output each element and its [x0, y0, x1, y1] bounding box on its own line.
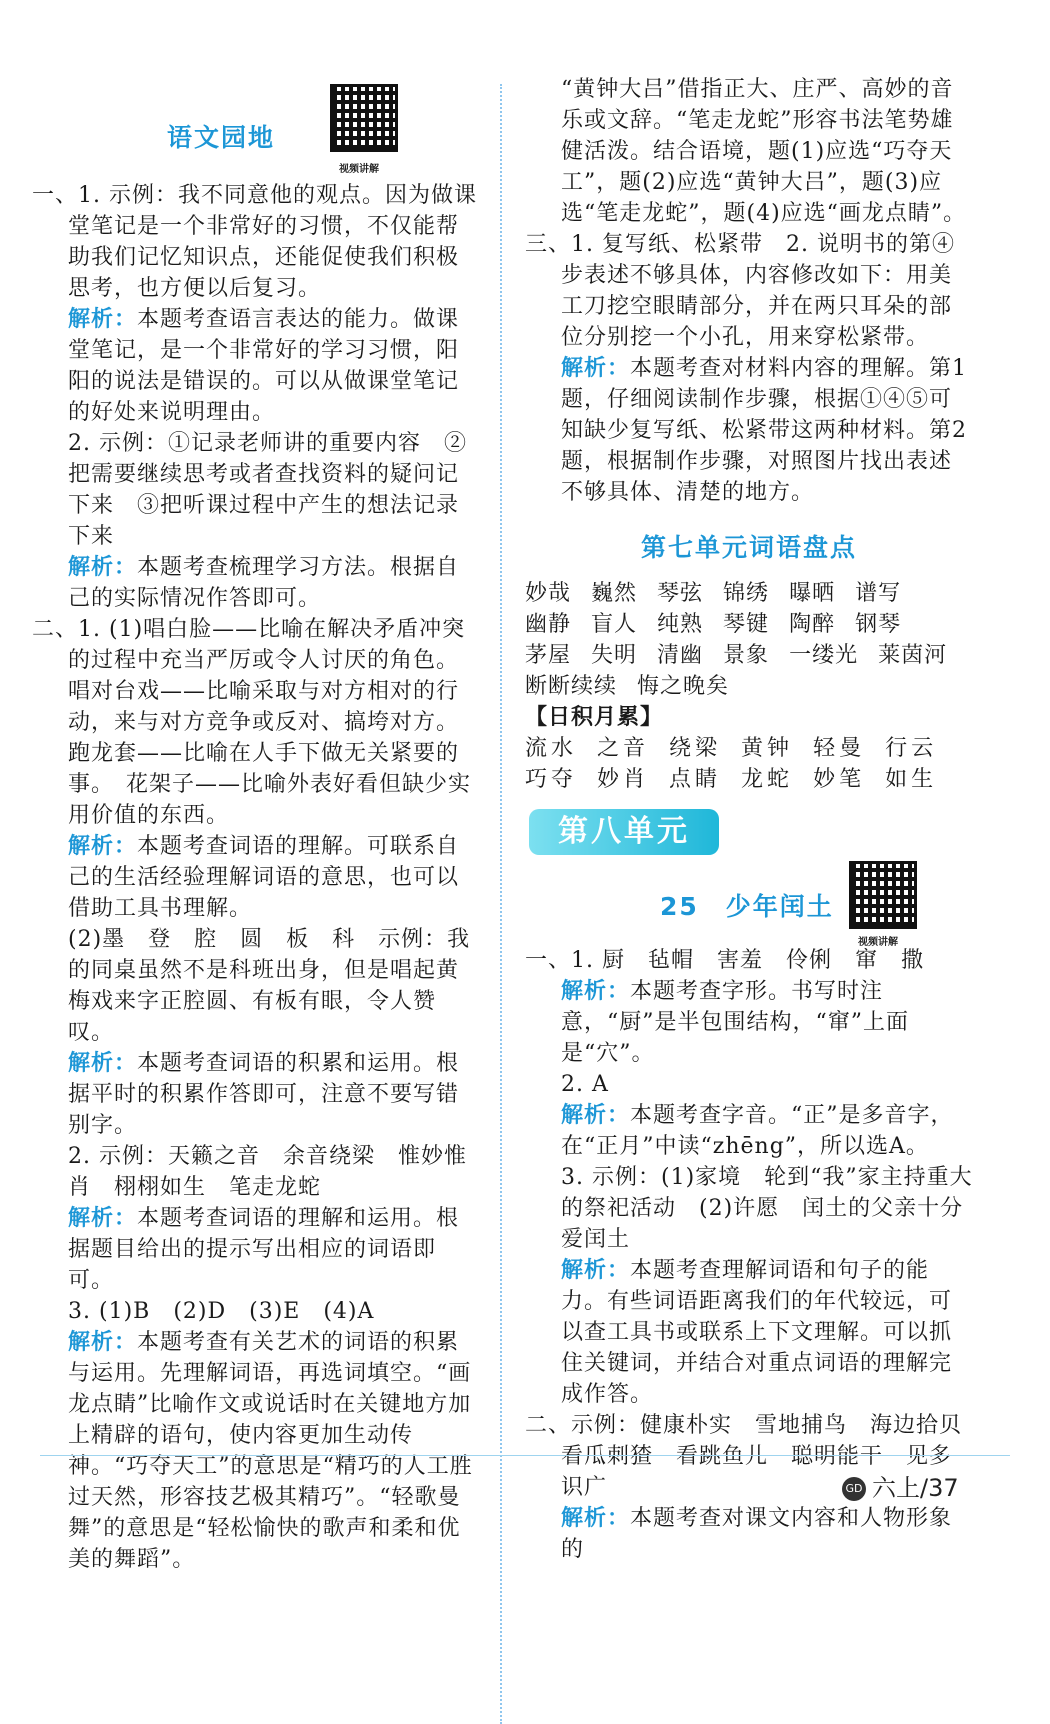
- answer-line: (2)墨 登 腔 圆 板 科 示例：我的同桌虽然不是科班出身，但是唱起黄梅戏来字正腔圆、有板有眼，令人赞叹。: [68, 927, 471, 1045]
- analysis: 解析：本题考查语言表达的能力。做课堂笔记，是一个非常好的学习习惯，阳阳的说法是错误的。可以从做课堂笔记的好处来说明理由。: [68, 306, 460, 425]
- analysis: 解析：本题考查字形。书写时注意，“厨”是半包围结构，“窜”上面是“穴”。: [561, 978, 909, 1066]
- page-number: [842, 1468, 959, 1503]
- footer-rule: [40, 1455, 1010, 1456]
- answer-line: 一、1. 厨 毡帽 害羞 伶俐 窜 撒: [525, 948, 924, 973]
- analysis: 解析：本题考查字音。“正”是多音字，在“正月”中读“zhēng”，所以选A。: [561, 1102, 954, 1159]
- edition-badge: GD: [842, 1477, 866, 1501]
- analysis-continued: “黄钟大吕”借指正大、庄严、高妙的音乐或文辞。“笔走龙蛇”形容书法笔势雄健活泼。结合语境，题(1)应选“巧夺天工”，题(2)应选“黄钟大吕”，题(3)应选“笔走龙蛇”，题(4)应选“画龙点睛”。: [561, 77, 967, 226]
- answer-line: 二、示例：健康朴实 雪地捕鸟 海边拾贝 看瓜刺猹 看跳鱼儿 聪明能干 见多识广: [525, 1413, 986, 1500]
- answer-line: 3. 示例：(1)家境 轮到“我”家主持重大的祭祀活动 (2)许愿 闰土的父亲十分爱闰土: [561, 1165, 973, 1252]
- column-divider: [500, 84, 502, 1724]
- right-column: [525, 74, 986, 1565]
- answer-line: 一、1. 示例：我不同意他的观点。因为做课堂笔记是一个非常好的习惯，不仅能帮助我们记忆知识点，还能促使我们积极思考，也方便以后复习。: [32, 183, 477, 301]
- analysis: 解析：本题考查对课文内容和人物形象的: [561, 1505, 953, 1562]
- answer-line: 二、1. (1)唱白脸——比喻在解决矛盾冲突的过程中充当严厉或令人讨厌的角色。: [32, 617, 466, 673]
- answer-line: 2. A: [561, 1072, 609, 1097]
- left-column: [32, 84, 480, 1575]
- qr-caption: 视频讲解: [339, 164, 379, 175]
- lesson-header: [525, 855, 973, 948]
- unit8-banner: 第八单元: [529, 809, 719, 855]
- section-title: 语文园地: [167, 123, 276, 152]
- qr-code-icon[interactable]: [330, 84, 398, 152]
- answer-line: 跑龙套——比喻在人手下做无关紧要的事。 花架子——比喻外表好看但缺少实用价值的东西。: [68, 741, 472, 828]
- answer-line: 三、1. 复写纸、松紧带 2. 说明书的第④步表述不够具体，内容修改如下：用美工刀挖空眼睛部分，并在两只耳朵的部位分别挖一个小孔，用来穿松紧带。: [525, 232, 955, 350]
- accumulation-word-list: 流水 之音 绕梁 黄钟 轻曼 行云 巧夺 妙肖 点睛 龙蛇 妙笔 如生: [525, 736, 938, 792]
- answer-line: 3. (1)B (2)D (3)E (4)A: [68, 1299, 375, 1324]
- answer-line: 2. 示例：天籁之音 余音绕梁 惟妙惟肖 栩栩如生 笔走龙蛇: [68, 1144, 467, 1200]
- qr-caption: 视频讲解: [858, 937, 898, 948]
- section-header-yuwen: [32, 84, 480, 180]
- analysis: 解析：本题考查有关艺术的词语的积累与运用。先理解词语，再选词填空。“画龙点睛”比喻作文或说话时在关键地方加上精辟的语句，使内容更加生动传神。“巧夺天工”的意思是“精巧的人工胜过天然，形容技艺极其精巧”。“轻歌曼舞”的意思是“轻松愉快的歌声和柔和优美的舞蹈”。: [68, 1329, 473, 1572]
- analysis: 解析：本题考查词语的积累和运用。根据平时的积累作答即可，注意不要写错别字。: [68, 1050, 460, 1138]
- answer-line: 唱对台戏——比喻采取与对方相对的行动，来与对方竞争或反对、搞垮对方。: [68, 679, 460, 735]
- page-label: 六上/37: [872, 1474, 959, 1502]
- analysis: 解析：本题考查对材料内容的理解。第1题，仔细阅读制作步骤，根据①④⑤可知缺少复写纸、松紧带这两种材料。第2题，根据制作步骤，对照图片找出表述不够具体、清楚的地方。: [561, 355, 968, 505]
- analysis: 解析：本题考查词语的理解和运用。根据题目给出的提示写出相应的词语即可。: [68, 1205, 460, 1293]
- lesson-title: 25 少年闰土: [660, 892, 834, 921]
- answer-line: 2. 示例：①记录老师讲的重要内容 ②把需要继续思考或者查找资料的疑问记下来 ③把听课过程中产生的想法记录下来: [68, 431, 467, 549]
- qr-code-icon[interactable]: [849, 861, 917, 929]
- analysis: 解析：本题考查词语的理解。可联系自己的生活经验理解词语的意思，也可以借助工具书理解。: [68, 833, 460, 921]
- analysis: 解析：本题考查梳理学习方法。根据自己的实际情况作答即可。: [68, 554, 460, 611]
- unit7-title: 第七单元词语盘点: [640, 533, 857, 562]
- accumulation-label: 【日积月累】: [525, 704, 664, 730]
- unit7-word-list: 妙哉 巍然 琴弦 锦绣 曝晒 谱写幽静 盲人 纯熟 琴键 陶醉 钢琴茅屋 失明 清幽 景象 一缕光 莱茵河断断续续 悔之晚矣: [525, 581, 948, 699]
- analysis: 解析：本题考查理解词语和句子的能力。有些词语距离我们的年代较远，可以查工具书或联系上下文理解。可以抓住关键词，并结合对重点词语的理解完成作答。: [561, 1257, 953, 1407]
